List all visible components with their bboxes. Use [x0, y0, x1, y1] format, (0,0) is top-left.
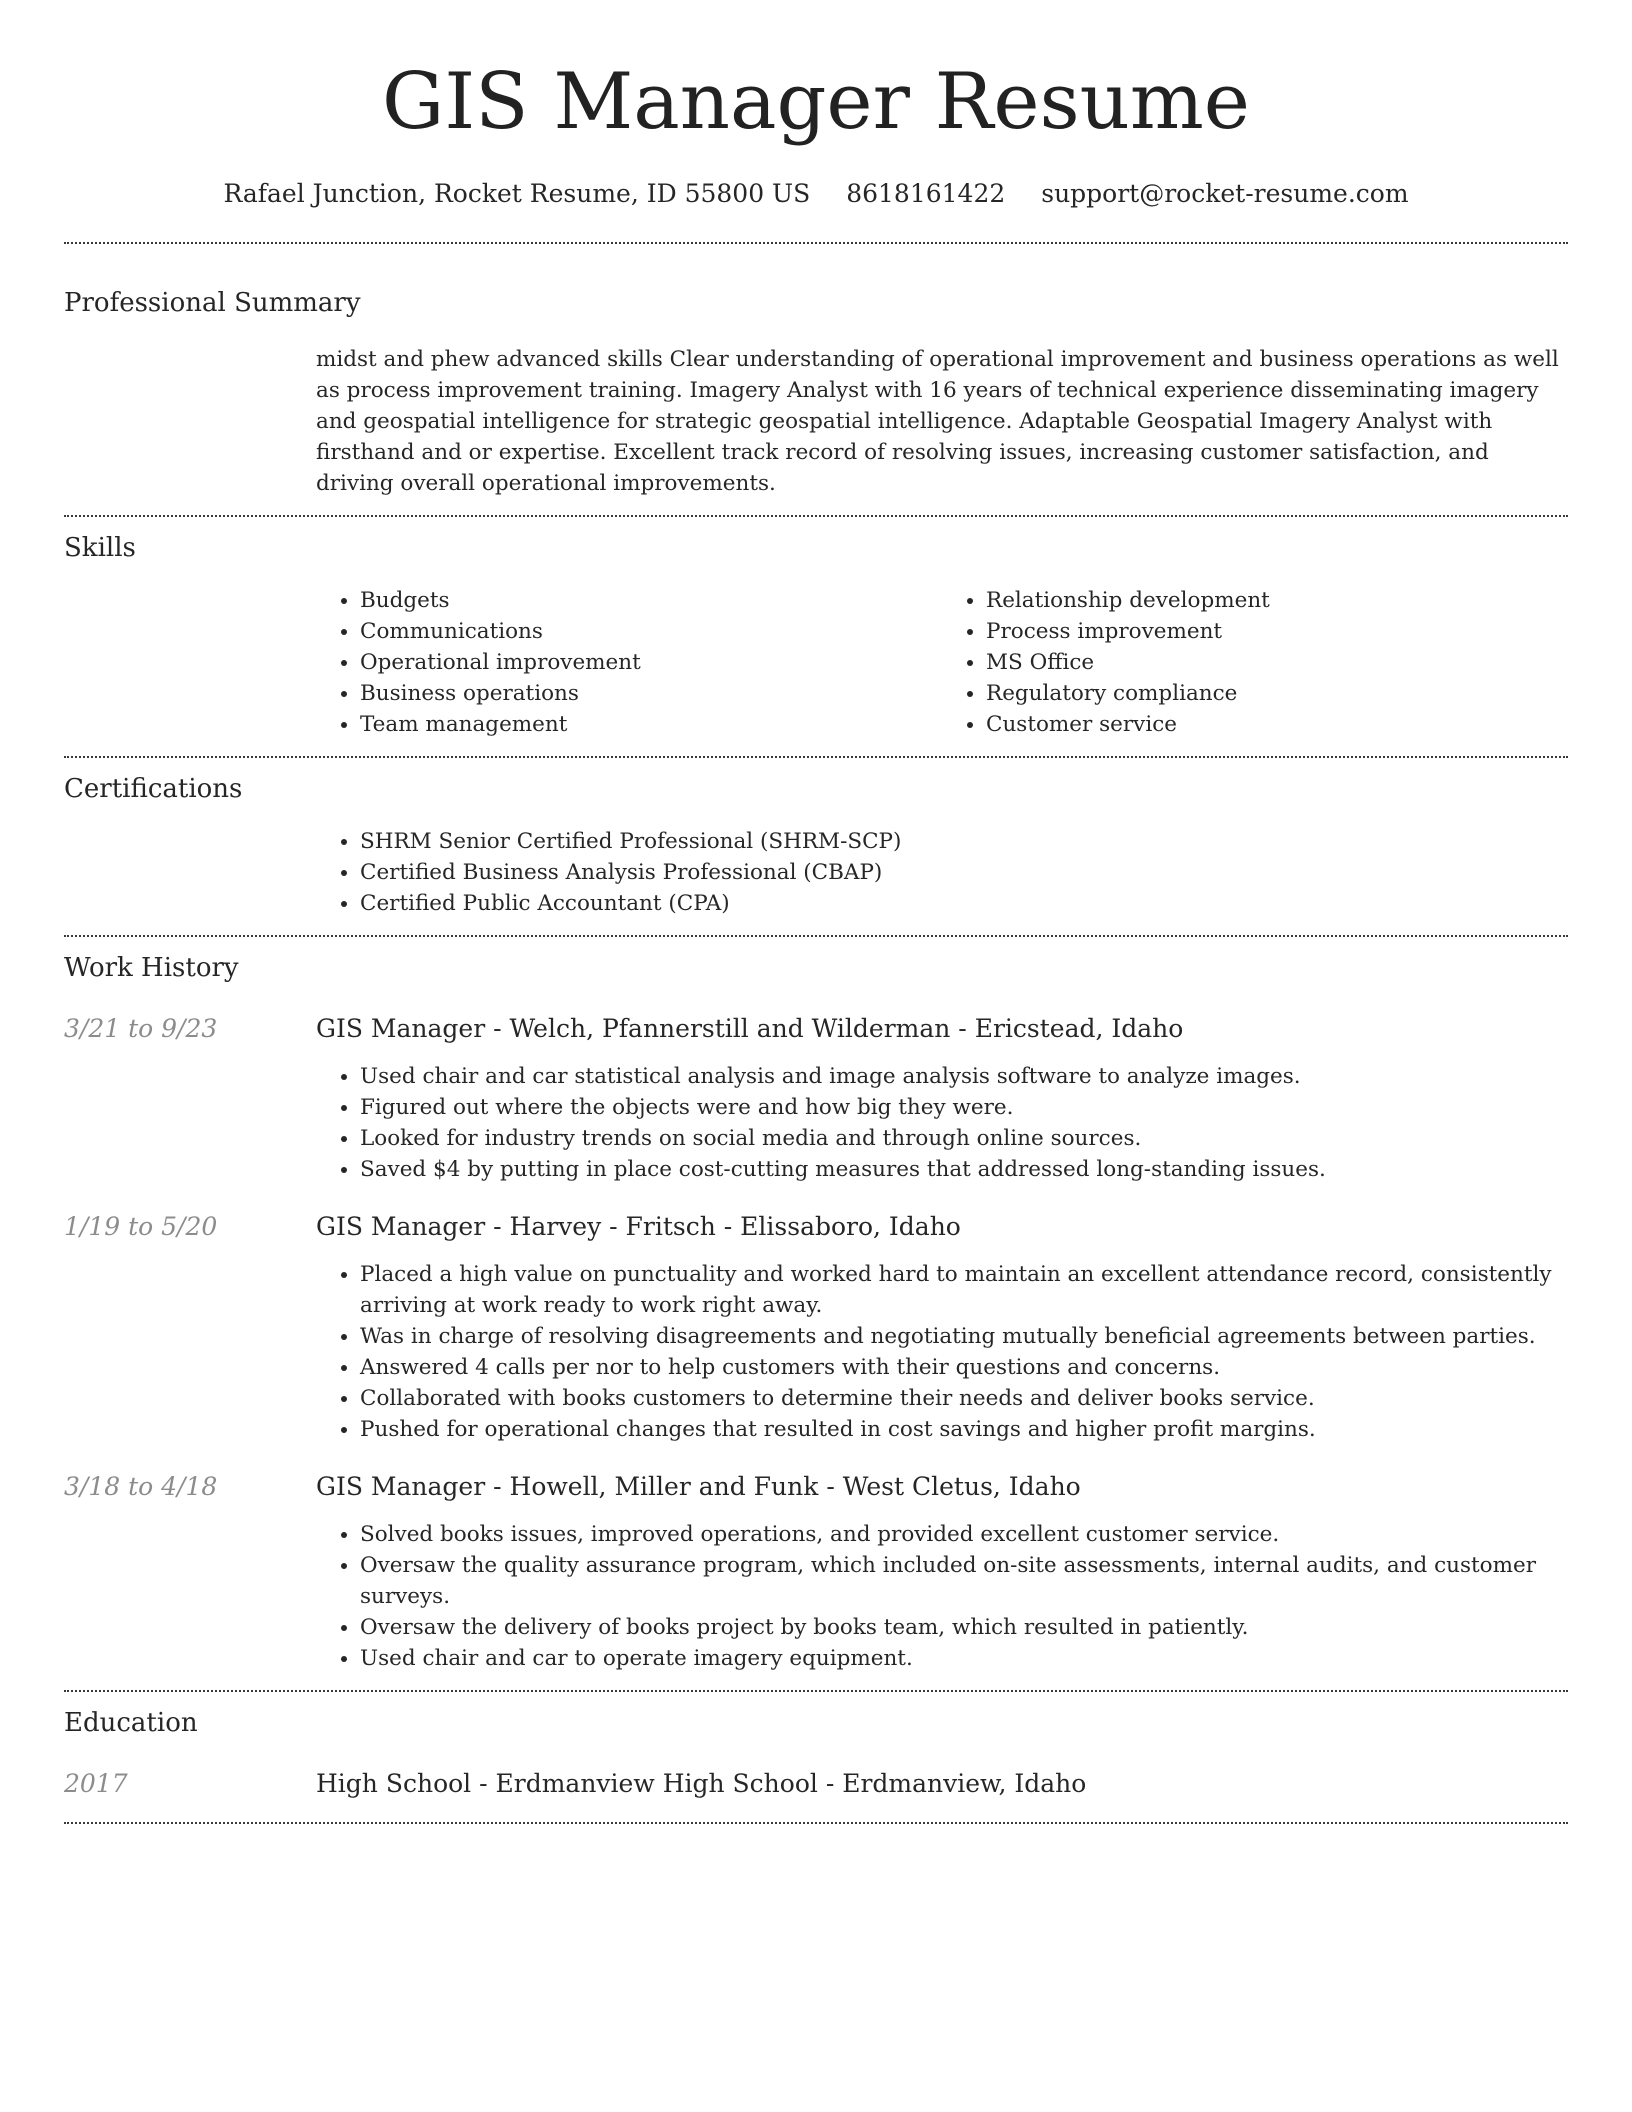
certifications-divider [64, 935, 1568, 937]
summary-text: midst and phew advanced skills Clear understanding of operational improvement and business operations as well as process improvement training. Imagery Analyst with 16 years of technical experience disseminating imagery and geospatial intelligence for strategic geospatial intelligence. Adaptable Geospatial Imagery Analyst with firsthand and or expertise. Excellent track record of resolving issues, increasing customer satisfaction, and driving overall operational improvements. [316, 347, 1559, 496]
skill-item: • Budgets [360, 585, 942, 616]
summary-heading: Professional Summary [64, 288, 361, 318]
page-title: GIS Manager Resume [382, 57, 1250, 147]
education-title: High School - Erdmanview High School - Erdmanview, Idaho [316, 1769, 1087, 1798]
job-bullet: • Used chair and car statistical analysis and image analysis software to analyze images. [360, 1061, 1568, 1092]
work-history-divider [64, 1690, 1568, 1692]
skill-item: • MS Office [986, 647, 1568, 678]
job-bullets [316, 1259, 1568, 1445]
job-bullet: • Used chair and car to operate imagery equipment. [360, 1643, 1568, 1674]
work-history-heading: Work History [64, 953, 239, 983]
certifications-list [316, 826, 1568, 919]
skills-section [64, 531, 1568, 740]
skills-divider [64, 756, 1568, 758]
education-entry [64, 1768, 1568, 1800]
job-entry [64, 1211, 1568, 1445]
job-bullet: • Answered 4 calls per nor to help customers with their questions and concerns. [360, 1352, 1568, 1383]
job-title: GIS Manager - Harvey - Fritsch - Elissaboro, Idaho [316, 1212, 961, 1241]
job-entry [64, 1013, 1568, 1185]
job-bullet: • Figured out where the objects were and how big they were. [360, 1092, 1568, 1123]
job-body [316, 1013, 1568, 1185]
job-bullet: • Pushed for operational changes that resulted in cost savings and higher profit margins. [360, 1414, 1568, 1445]
certifications-section [64, 772, 1568, 919]
work-history-section [64, 951, 1568, 1690]
education-heading: Education [64, 1708, 198, 1738]
job-entry [64, 1471, 1568, 1674]
job-dates: 1/19 to 5/20 [64, 1212, 218, 1241]
certification-item: • Certified Public Accountant (CPA) [360, 888, 1568, 919]
skills-heading: Skills [64, 533, 136, 563]
education-year: 2017 [64, 1769, 128, 1798]
summary-section [64, 286, 1568, 499]
skill-item: • Team management [360, 709, 942, 740]
job-title: GIS Manager - Howell, Miller and Funk - West Cletus, Idaho [316, 1472, 1081, 1501]
skill-item: • Business operations [360, 678, 942, 709]
education-section [64, 1706, 1568, 1800]
skills-grid [316, 585, 1568, 740]
job-bullet: • Solved books issues, improved operations, and provided excellent customer service. [360, 1519, 1568, 1550]
job-bullet: • Placed a high value on punctuality and worked hard to maintain an excellent attendance record, consistently arriving at work ready to work right away. [360, 1259, 1568, 1321]
skill-item: • Communications [360, 616, 942, 647]
skill-item: • Regulatory compliance [986, 678, 1568, 709]
job-bullet: • Oversaw the quality assurance program, which included on-site assessments, internal audits, and customer surveys. [360, 1550, 1568, 1612]
job-bullet: • Was in charge of resolving disagreements and negotiating mutually beneficial agreements between parties. [360, 1321, 1568, 1352]
job-title: GIS Manager - Welch, Pfannerstill and Wilderman - Ericstead, Idaho [316, 1014, 1184, 1043]
certifications-heading: Certifications [64, 774, 243, 804]
job-dates: 3/18 to 4/18 [64, 1472, 218, 1501]
job-body [316, 1471, 1568, 1674]
contact-line [64, 178, 1568, 210]
education-divider [64, 1822, 1568, 1824]
skills-list-left [316, 585, 942, 740]
contact-email: support@rocket-resume.com [1041, 179, 1409, 208]
job-bullets [316, 1519, 1568, 1674]
skill-item: • Customer service [986, 709, 1568, 740]
skills-list-right [942, 585, 1568, 740]
skill-item: • Relationship development [986, 585, 1568, 616]
certification-item: • SHRM Senior Certified Professional (SHRM-SCP) [360, 826, 1568, 857]
skill-item: • Process improvement [986, 616, 1568, 647]
contact-phone: 8618161422 [846, 179, 1006, 208]
job-body [316, 1211, 1568, 1445]
job-bullet: • Looked for industry trends on social media and through online sources. [360, 1123, 1568, 1154]
job-bullet: • Collaborated with books customers to determine their needs and deliver books service. [360, 1383, 1568, 1414]
summary-divider [64, 515, 1568, 517]
certification-item: • Certified Business Analysis Professional (CBAP) [360, 857, 1568, 888]
contact-address: Rafael Junction, Rocket Resume, ID 55800 US [223, 179, 811, 208]
job-dates: 3/21 to 9/23 [64, 1014, 218, 1043]
header-divider [64, 242, 1568, 244]
job-bullet: • Saved $4 by putting in place cost-cutting measures that addressed long-standing issues. [360, 1154, 1568, 1185]
job-bullet: • Oversaw the delivery of books project by books team, which resulted in patiently. [360, 1612, 1568, 1643]
skill-item: • Operational improvement [360, 647, 942, 678]
job-bullets [316, 1061, 1568, 1185]
